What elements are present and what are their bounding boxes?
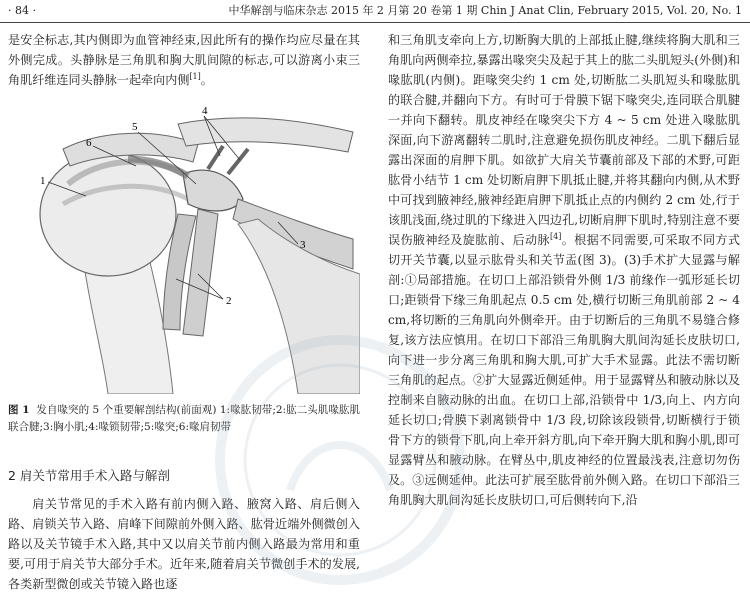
figure-label-5: 5	[132, 121, 138, 133]
citation-ref: [1]	[189, 71, 201, 81]
left-body-paragraph: 肩关节常见的手术入路有前内侧入路、腋窝入路、肩后侧入路、肩锁关节入路、肩峰下间隙前外侧入路、肱骨近端外侧微创入路以及关节镜手术入路,其中又以肩关节前内侧入路最为常用和重要,可用于肩关节大部分手术。近年来,随着肩关节微创手术的发展,各类新型微创或关节镜入路也逐	[8, 497, 360, 591]
left-top-tail: 。	[200, 73, 213, 87]
figure-caption-text: 发自喙突的 5 个重要解剖结构(前面观) 1:喙肱韧带;2:肱二头肌喙肱肌联合腱;3:胸小肌;4:喙锁韧带;5:喙突;6:喙肩韧带	[8, 404, 360, 433]
figure-label-1: 1	[40, 175, 46, 187]
anatomy-figure	[8, 104, 360, 394]
right-paragraph-tail: 。根据不同需要,可采取不同方式切开关节囊,以显示肱骨头和关节盂(图 3)。(3)手术扩大显露与解剖:①局部措施。在切口上部沿锁骨外侧 1/3 前缘作一弧形延长切口;距锁骨下缘三角肌起点 0.5 cm 处,横行切断三角肌前部 2 ~ 4 cm,将切断的三角肌向外侧牵开。由于切断后的三角肌不易缝合修复,该方法应慎用。在切口下部沿三角肌胸大肌间沟延长皮肤切口,向下进一步分离三角肌和胸大肌,可扩大手术显露。此法不需切断三角肌的起点。②扩大显露近侧延伸。用于显露臂丛和腋动脉以及控制来自腋动脉的出血。在切口上部,沿锁骨中 1/3,向上、内方向延长切口;骨膜下剥离锁骨中 1/3 段,切除该段锁骨,切断横行于锁骨下方的锁骨下肌,向上牵开斜方肌,向下牵开胸大肌和胸小肌,即可显露臂丛和腋动脉。在臂丛中,肌皮神经的位置最浅表,注意切勿伤及。③远侧延伸。此法可扩展至肱骨前外侧入路。在切口下部沿三角肌胸大肌间沟延长皮肤切口,可后侧转向下,沿	[388, 233, 740, 507]
shoulder-anatomy-illustration	[8, 104, 360, 394]
right-paragraph-text: 和三角肌支牵向上方,切断胸大肌的上部抵止腱,继续将胸大肌和三角肌向两侧牵拉,暴露出喙突尖及起于其上的肱二头肌短头(外侧)和喙肱肌(内侧)。距喙突尖约 1 cm 处,切断肱二头肌短头和喙肱肌的联合腱,并翻向下方。有时可于骨膜下锯下喙突尖,连同联合肌腱一并向下翻转。肌皮神经在喙突尖下方 4 ~ 5 cm 处进入喙肱肌深面,向下游离翻转二肌时,注意避免损伤肌皮神经。二肌下翻后显露出深面的肩胛下肌。如欲扩大肩关节囊前部及下部的术野,可距肱骨小结节 1 cm 处切断肩胛下肌抵止腱,并将其翻向内侧,从术野中可找到腋神经,腋神经距肩胛下肌抵止点的内侧约 2 cm 处,行于该肌浅面,绕过肌的下缘进入四边孔,切断肩胛下肌时,特别注意不要误伤腋神经及旋肱前、后动脉	[388, 33, 740, 247]
right-column	[388, 30, 740, 510]
figure-label-2: 2	[226, 295, 232, 307]
left-top-text: 是安全标志,其内侧即为血管神经束,因此所有的操作均应尽量在其外侧完成。头静脉是三角肌和胸大肌间隙的标志,可以游离小束三角肌纤维连同头静脉一起牵向内侧	[8, 33, 360, 87]
citation-ref-4: [4]	[549, 231, 562, 241]
figure-label-4: 4	[202, 105, 208, 117]
figure-label-6: 6	[86, 137, 92, 149]
figure-caption	[8, 402, 360, 436]
header-rule	[0, 22, 750, 23]
left-column-body	[8, 494, 360, 594]
section-heading: 2 肩关节常用手术入路与解剖	[8, 468, 170, 483]
page-number: · 84 ·	[8, 4, 36, 17]
figure-label-3: 3	[300, 239, 306, 251]
left-column-top	[8, 30, 360, 90]
figure-caption-label: 图 1	[8, 404, 30, 416]
page-header	[0, 0, 750, 26]
journal-running-title: 中华解剖与临床杂志 2015 年 2 月第 20 卷第 1 期 Chin J Anat Clin, February 2015, Vol. 20, No. 1	[228, 4, 742, 17]
